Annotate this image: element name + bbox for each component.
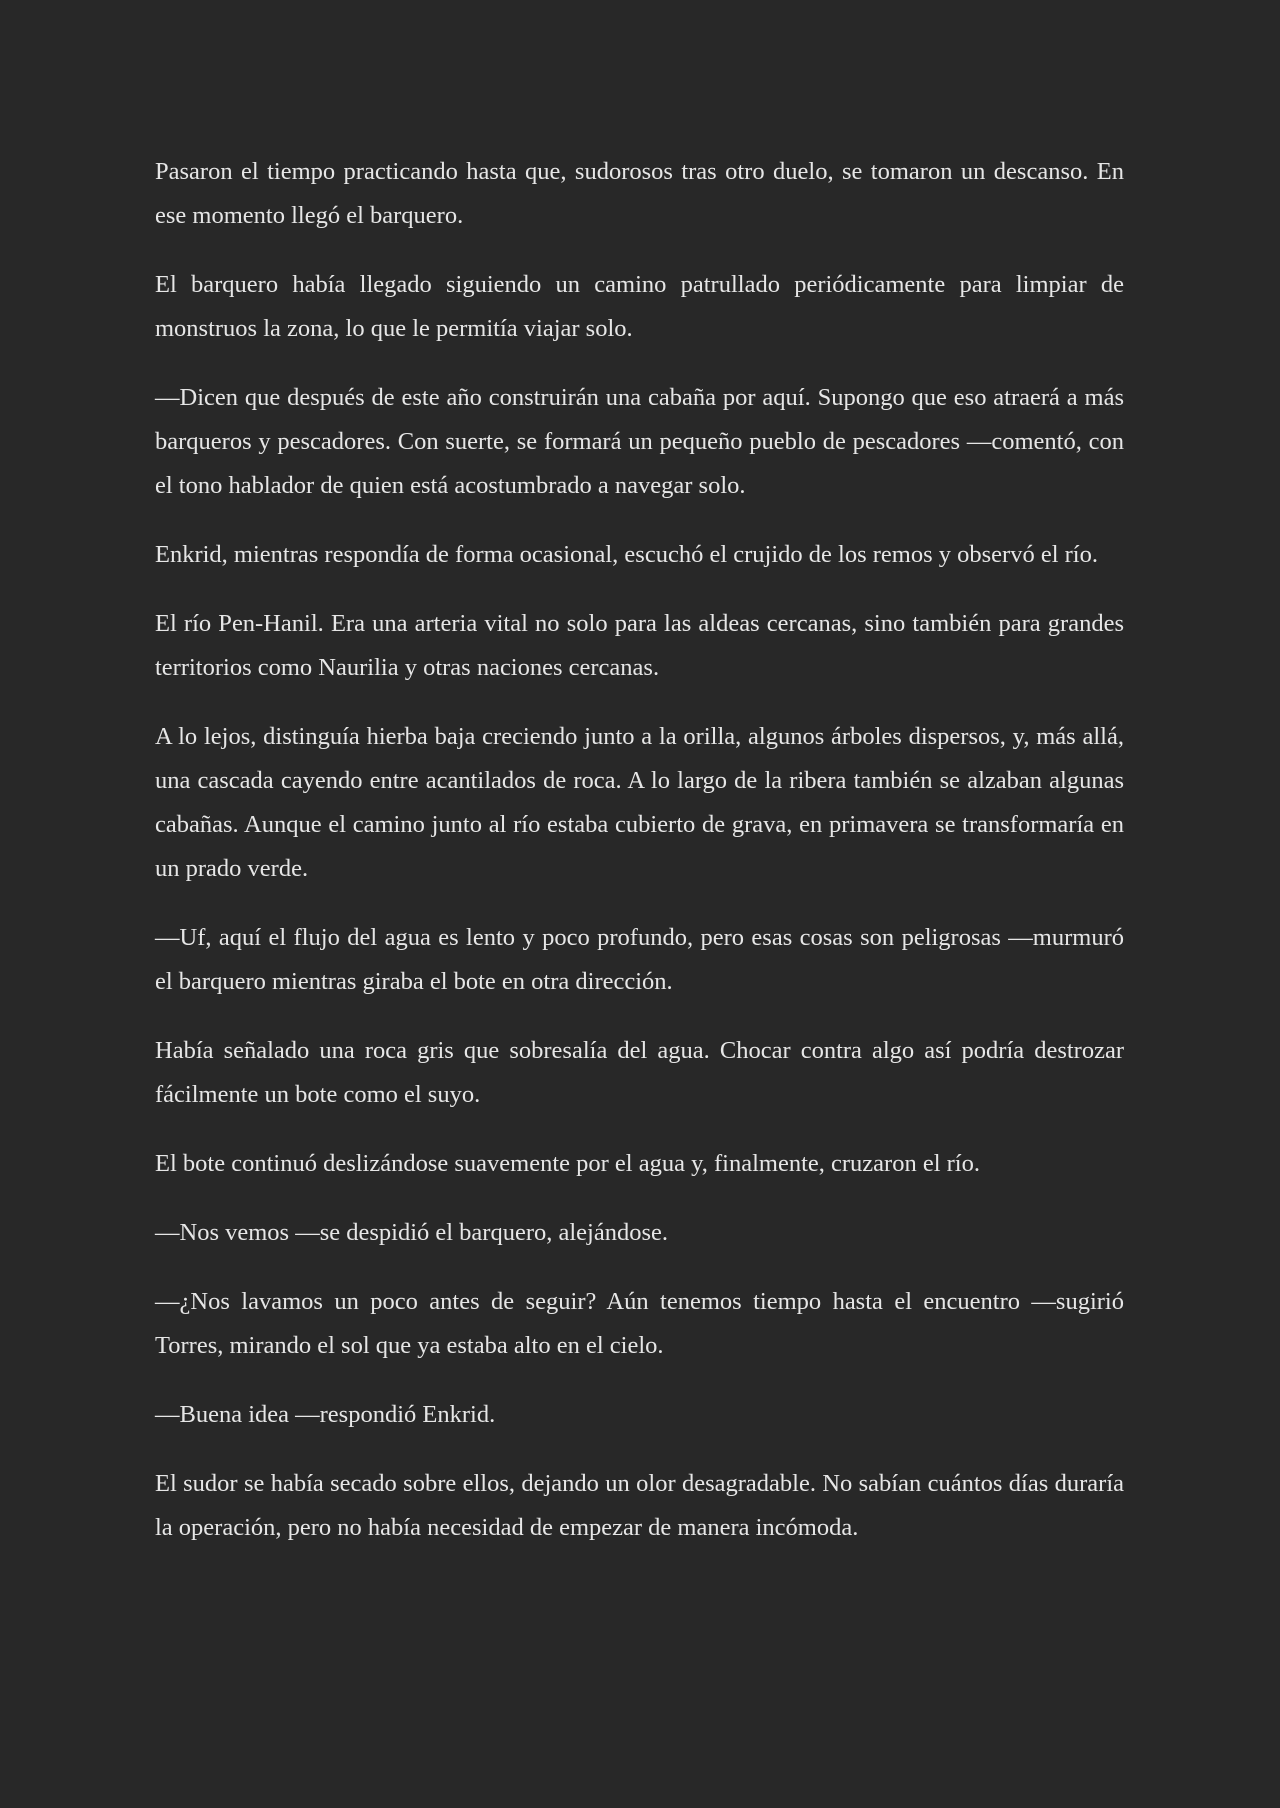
paragraph: El sudor se había secado sobre ellos, dejando un olor desagradable. No sabían cuántos días duraría la operación, pero no había necesidad de empezar de manera incómoda. (155, 1470, 1124, 1541)
paragraph: —Buena idea —respondió Enkrid. (155, 1401, 496, 1428)
paragraph: El barquero había llegado siguiendo un camino patrullado periódicamente para limpiar de monstruos la zona, lo que le permitía viajar solo. (155, 271, 1124, 342)
paragraph: —Dicen que después de este año construirán una cabaña por aquí. Supongo que eso atraerá a más barqueros y pescadores. Con suerte, se formará un pequeño pueblo de pescadores —comentó, con el tono hablador de quien está acostumbrado a navegar solo. (155, 384, 1124, 499)
paragraph: Había señalado una roca gris que sobresalía del agua. Chocar contra algo así podría destrozar fácilmente un bote como el suyo. (155, 1037, 1124, 1108)
paragraph: El bote continuó deslizándose suavemente por el agua y, finalmente, cruzaron el río. (155, 1150, 980, 1177)
paragraph: Pasaron el tiempo practicando hasta que, sudorosos tras otro duelo, se tomaron un descanso. En ese momento llegó el barquero. (155, 158, 1124, 229)
paragraph: —Uf, aquí el flujo del agua es lento y poco profundo, pero esas cosas son peligrosas —murmuró el barquero mientras giraba el bote en otra dirección. (155, 924, 1124, 995)
chapter-text (155, 150, 1124, 1550)
paragraph: —¿Nos lavamos un poco antes de seguir? Aún tenemos tiempo hasta el encuentro —sugirió Torres, mirando el sol que ya estaba alto en el cielo. (155, 1288, 1124, 1359)
paragraph: A lo lejos, distinguía hierba baja creciendo junto a la orilla, algunos árboles dispersos, y, más allá, una cascada cayendo entre acantilados de roca. A lo largo de la ribera también se alzaban algunas cabañas. Aunque el camino junto al río estaba cubierto de grava, en primavera se transformaría en un prado verde. (155, 723, 1124, 882)
paragraph: El río Pen-Hanil. Era una arteria vital no solo para las aldeas cercanas, sino también para grandes territorios como Naurilia y otras naciones cercanas. (155, 610, 1124, 681)
paragraph: —Nos vemos —se despidió el barquero, alejándose. (155, 1219, 669, 1246)
paragraph: Enkrid, mientras respondía de forma ocasional, escuchó el crujido de los remos y observó el río. (155, 541, 1098, 568)
